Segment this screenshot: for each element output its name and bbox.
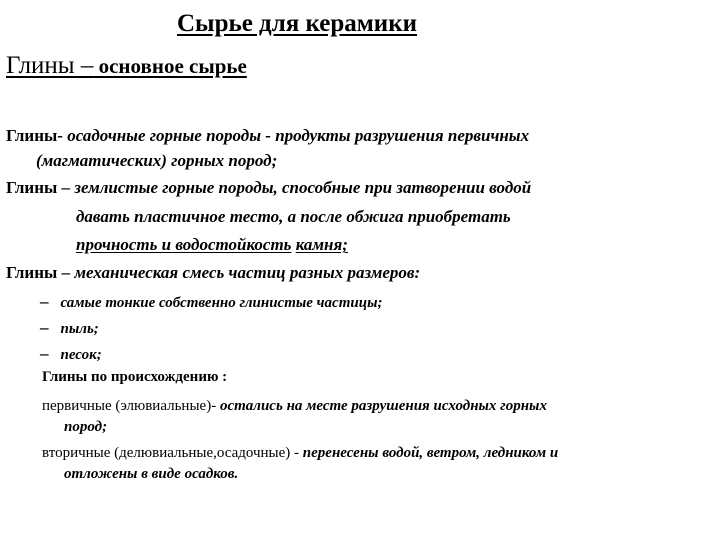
bullet-text: пыль; [60,321,99,337]
def3-line1 [6,263,420,283]
bullet-dash: – [40,344,49,363]
bullet-dash: – [40,292,49,311]
secondary-term: вторичные (делювиальные,осадочные) - [42,445,300,461]
page-title: Сырье для керамики [177,10,418,37]
def1-line2: (магматических) горных пород; [36,151,278,170]
def1-line1 [6,126,529,146]
bullet-text: песок; [60,347,102,363]
def3-term: Глины – [6,263,71,282]
def2-text3a: прочность и водостойкость [76,235,292,254]
def2-line3 [76,235,348,255]
def2-line1 [6,178,531,198]
secondary-line2: отложены в виде осадков. [64,466,239,482]
list-item [40,344,102,364]
primary-line1 [42,397,547,415]
bullet-text: самые тонкие собственно глинистые частицы; [60,295,383,311]
def3-text1: механическая смесь частиц разных размеров: [70,263,421,282]
list-item [40,318,99,338]
origin-heading: Глины по происхождению : [42,369,228,385]
def1-term: Глины- [6,126,63,145]
primary-line2: пород; [64,419,108,435]
def2-text1: землистые горные породы, способные при затворении водой [70,178,532,197]
def2-term: Глины – [6,178,71,197]
secondary-line1 [42,444,558,462]
bullet-dash: – [40,318,49,337]
primary-term: первичные (элювиальные)- [42,398,217,414]
def2-line2: давать пластичное тесто, а после обжига приобретать [76,207,511,226]
secondary-text1: перенесены водой, ветром, ледником и [299,445,559,461]
subtitle-rest: основное сырье [93,54,247,78]
subtitle [6,52,247,80]
subtitle-term: Глины – [6,52,94,79]
def2-text3c: камня; [295,235,348,254]
list-item [40,292,382,312]
primary-text1: остались на месте разрушения исходных горных [216,398,547,414]
def1-text1: осадочные горные породы - продукты разрушения первичных [62,126,530,145]
